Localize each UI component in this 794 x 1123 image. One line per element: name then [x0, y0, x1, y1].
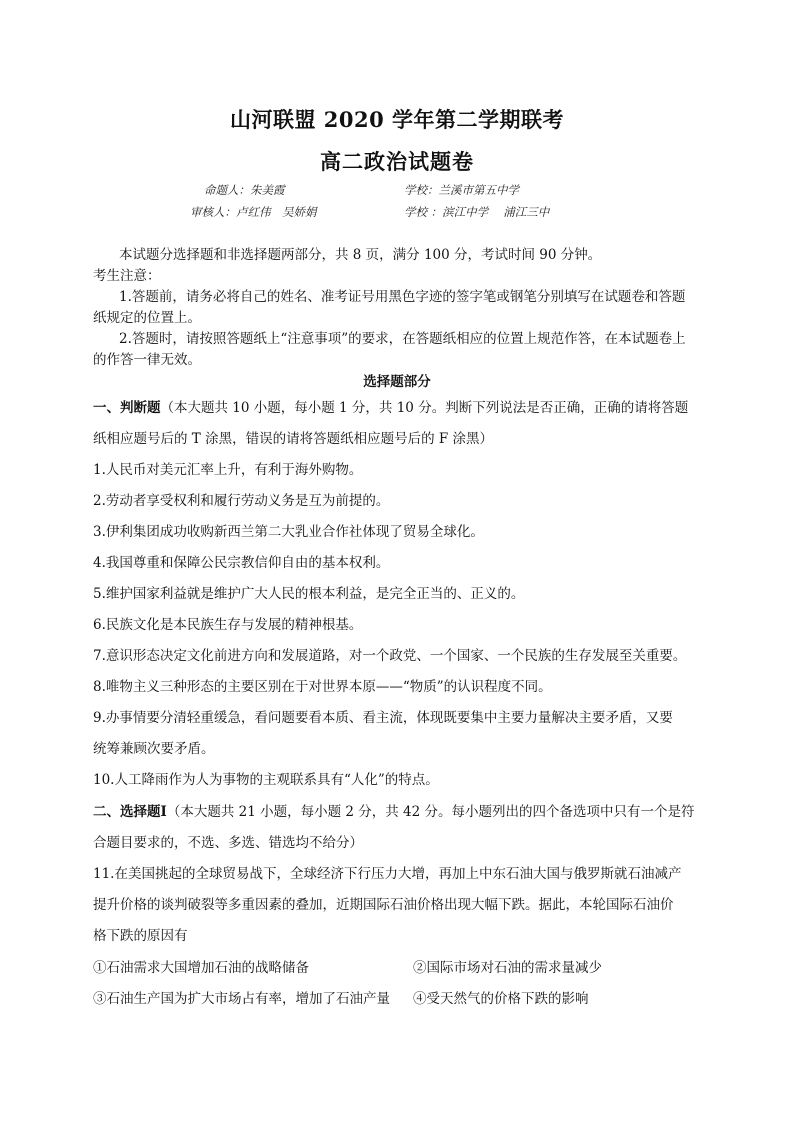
proposer-school: 学校：兰溪市第五中学	[404, 183, 519, 197]
notice-2-line-b: 的作答一律无效。	[93, 352, 201, 368]
part1-desc-a: （本大题共 10 小题，每小题 1 分，共 10 分。判断下列说法是否正确，正确的请将答题	[160, 400, 689, 416]
part1-heading: 一、判断题	[93, 400, 161, 416]
judge-item-9b: 统筹兼顾次要矛盾。	[93, 741, 215, 757]
option-2: ②国际市场对石油的需求量减少	[413, 960, 602, 976]
option-4: ④受天然气的价格下跌的影响	[413, 991, 589, 1007]
part1-desc-b: 纸相应题号后的 T 涂黑，错误的请将答题纸相应题号后的 F 涂黑）	[93, 431, 494, 447]
section-title: 选择题部分	[363, 374, 431, 390]
option-1: ①石油需求大国增加石油的战略储备	[93, 960, 309, 976]
judge-item-2: 2.劳动者享受权利和履行劳动义务是互为前提的。	[93, 493, 390, 509]
notice-1-line-b: 纸规定的位置上。	[93, 310, 201, 326]
exam-title: 山河联盟 2020 学年第二学期联考	[229, 107, 565, 132]
option-3: ③石油生产国为扩大市场占有率，增加了石油产量	[93, 991, 390, 1007]
part1-heading-line	[93, 396, 688, 416]
notice-title: 考生注意：	[93, 268, 161, 284]
part2-heading: 二、选择题Ⅰ	[93, 804, 167, 820]
notice-2-line-a: 2.答题时，请按照答题纸上“注意事项”的要求，在答题纸相应的位置上规范作答，在本试题卷上	[119, 331, 686, 347]
reviewer: 审核人：卢红伟 吴娇娟	[190, 205, 317, 219]
part2-heading-line	[93, 800, 695, 820]
question-11-line-c: 格下跌的原因有	[93, 928, 188, 944]
reviewer-school: 学校 ：滨江中学 浦江三中	[404, 205, 550, 219]
judge-item-1: 1.人民币对美元汇率上升，有利于海外购物。	[93, 462, 363, 478]
judge-item-7: 7.意识形态决定文化前进方向和发展道路，对一个政党、一个国家、一个民族的生存发展至关重要。	[93, 648, 687, 664]
judge-item-5: 5.维护国家利益就是维护广大人民的根本利益，是完全正当的、正义的。	[93, 586, 525, 602]
judge-item-4: 4.我国尊重和保障公民宗教信仰自由的基本权利。	[93, 555, 390, 571]
question-11-line-b: 提升价格的谈判破裂等多重因素的叠加，近期国际石油价格出现大幅下跌。据此，本轮国际石油价	[93, 897, 674, 913]
proposer: 命题人：朱美霞	[204, 183, 285, 197]
judge-item-8: 8.唯物主义三种形态的主要区别在于对世界本原——“物质”的认识程度不同。	[93, 679, 552, 695]
exam-subtitle: 高二政治试题卷	[320, 149, 474, 174]
part2-desc-b: 合题目要求的，不选、多选、错选均不给分）	[93, 835, 363, 851]
judge-item-10: 10.人工降雨作为人为事物的主观联系具有“人化”的特点。	[93, 772, 439, 788]
judge-item-3: 3.伊利集团成功收购新西兰第二大乳业合作社体现了贸易全球化。	[93, 524, 484, 540]
judge-item-6: 6.民族文化是本民族生存与发展的精神根基。	[93, 617, 363, 633]
judge-item-9a: 9.办事情要分清轻重缓急，看问题要看本质、看主流，体现既要集中主要力量解决主要矛盾，又要	[93, 710, 673, 726]
question-11-line-a: 11.在美国挑起的全球贸易战下，全球经济下行压力大增，再加上中东石油大国与俄罗斯就石油减产	[93, 866, 682, 882]
part2-desc-a: （本大题共 21 小题，每小题 2 分，共 42 分。每小题列出的四个备选项中只有一个是符	[166, 804, 695, 820]
intro-line: 本试题分选择题和非选择题两部分，共 8 页，满分 100 分，考试时间 90 分钟。	[119, 247, 602, 263]
notice-1-line-a: 1.答题前，请务必将自己的姓名、准考证号用黑色字迹的签字笔或钢笔分别填写在试题卷和答题	[119, 289, 686, 305]
